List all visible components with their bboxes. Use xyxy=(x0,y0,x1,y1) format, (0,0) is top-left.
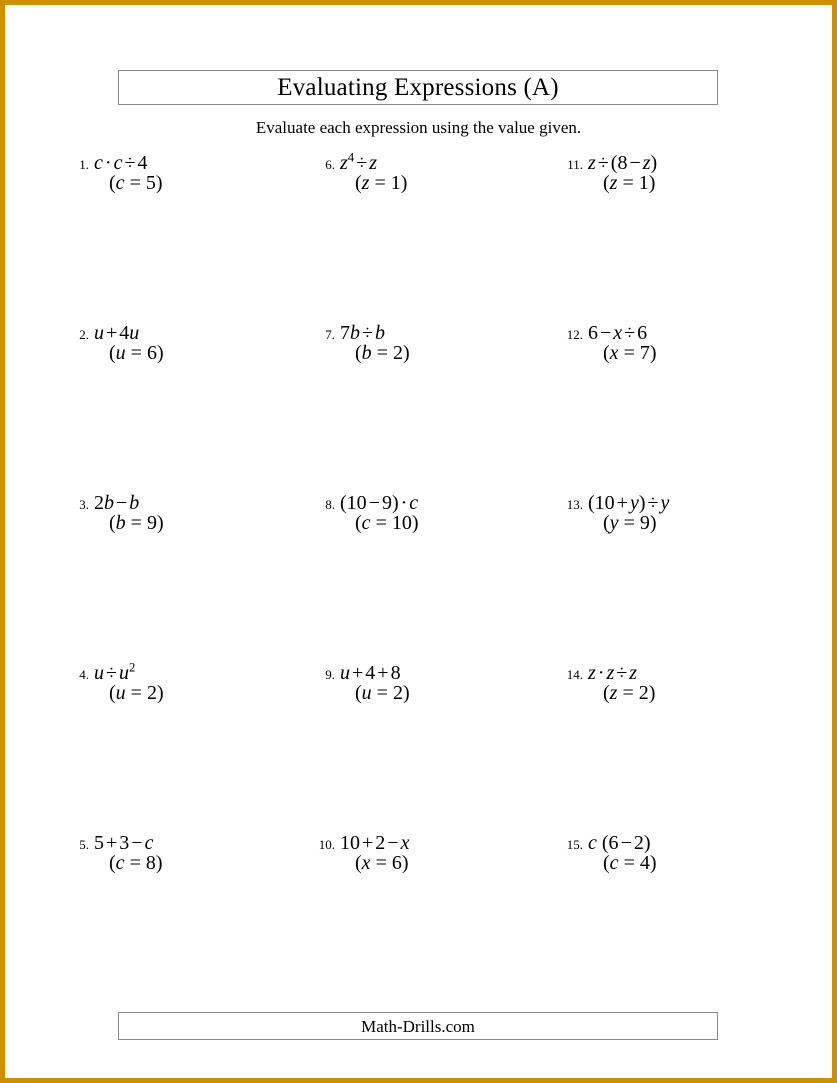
problem-expression-line xyxy=(67,323,317,344)
worksheet-title-box xyxy=(118,70,718,105)
problem-number: 11. xyxy=(567,157,583,172)
problem-column-1 xyxy=(67,153,317,953)
problem-number: 15. xyxy=(566,837,583,852)
problem-column-3 xyxy=(561,153,811,953)
problem-value: (z = 2) xyxy=(603,682,656,704)
problem-expression: c (6 − 2) xyxy=(588,832,651,854)
problem-expression-line xyxy=(561,153,811,174)
problem-number: 5. xyxy=(79,837,89,852)
problem-number: 2. xyxy=(79,327,89,342)
problem-value: (x = 6) xyxy=(355,852,409,874)
problem-expression-line xyxy=(67,660,317,684)
problem-number: 7. xyxy=(325,327,335,342)
problem-expression: u + 4u xyxy=(94,322,140,344)
problem-number: 8. xyxy=(325,497,335,512)
worksheet-footer-box xyxy=(118,1012,718,1040)
problem-value: (c = 10) xyxy=(355,512,419,534)
problem-expression: u + 4 + 8 xyxy=(340,662,401,684)
problems-grid xyxy=(5,150,832,953)
problem-number: 12. xyxy=(566,327,583,342)
problem-value: (u = 2) xyxy=(355,682,410,704)
problem-item xyxy=(313,663,563,833)
problem-item xyxy=(67,833,317,1003)
problem-expression: z · z ÷ z xyxy=(588,662,638,684)
problem-item xyxy=(67,660,317,833)
problem-expression-line xyxy=(561,493,811,514)
problem-number: 3. xyxy=(79,497,89,512)
problem-value: (c = 8) xyxy=(109,852,163,874)
problem-value: (z = 1) xyxy=(355,172,408,194)
problem-item xyxy=(561,663,811,833)
problem-expression-line xyxy=(67,153,317,174)
footer-attribution: Math-Drills.com xyxy=(361,1016,475,1036)
page-title: Evaluating Expressions (A) xyxy=(277,74,559,101)
problem-value: (u = 6) xyxy=(109,342,164,364)
problem-expression: 2b − b xyxy=(94,492,140,514)
problem-value: (b = 9) xyxy=(109,512,164,534)
problem-item xyxy=(313,833,563,1003)
problem-value: (c = 4) xyxy=(603,852,657,874)
problem-item xyxy=(561,153,811,323)
problem-item xyxy=(313,323,563,493)
problem-number: 13. xyxy=(566,497,583,512)
problem-expression-line xyxy=(67,493,317,514)
problem-value: (c = 5) xyxy=(109,172,163,194)
problem-expression-line xyxy=(313,493,563,514)
problem-expression: $z^4 \div z$ xyxy=(340,150,377,174)
problem-expression: c · c ÷ 4 xyxy=(94,152,148,174)
problem-expression: 6 − x ÷ 6 xyxy=(588,322,648,344)
problem-expression-line xyxy=(313,833,563,854)
problem-expression: 10 + 2 − x xyxy=(340,832,410,854)
problem-expression: 5 + 3 − c xyxy=(94,832,154,854)
problem-expression: (10 − 9) · c xyxy=(340,492,419,514)
problem-column-2 xyxy=(313,150,563,953)
problem-expression-line xyxy=(313,663,563,684)
problem-number: 6. xyxy=(325,157,335,172)
problem-item xyxy=(561,833,811,1003)
problem-expression: (10 + y) ÷ y xyxy=(588,492,670,514)
problem-number: 4. xyxy=(79,667,89,682)
problem-value: (b = 2) xyxy=(355,342,410,364)
problem-expression-line xyxy=(561,323,811,344)
problem-number: 14. xyxy=(566,667,583,682)
problem-item xyxy=(561,493,811,663)
problem-expression-line xyxy=(313,150,563,174)
problem-item xyxy=(67,323,317,493)
problem-item xyxy=(313,150,563,323)
problem-number: 10. xyxy=(318,837,335,852)
problem-expression-line xyxy=(67,833,317,854)
problem-expression-line xyxy=(561,663,811,684)
problem-expression: 7b ÷ b xyxy=(340,322,385,344)
problem-number: 9. xyxy=(325,667,335,682)
problem-expression-line xyxy=(561,833,811,854)
problem-value: (x = 7) xyxy=(603,342,657,364)
worksheet-sheet xyxy=(5,5,832,1078)
problem-item xyxy=(561,323,811,493)
problem-item xyxy=(67,493,317,663)
problem-item xyxy=(313,493,563,663)
problem-item xyxy=(67,153,317,323)
worksheet-instructions: Evaluate each expression using the value given. xyxy=(255,118,582,137)
problem-number: 1. xyxy=(79,157,89,172)
problem-expression: z ÷ (8 − z) xyxy=(588,152,658,174)
problem-value: (y = 9) xyxy=(603,512,657,534)
problem-value: (u = 2) xyxy=(109,682,164,704)
problem-expression: $u \div u^2$ xyxy=(94,660,136,684)
problem-expression-line xyxy=(313,323,563,344)
problem-value: (z = 1) xyxy=(603,172,656,194)
